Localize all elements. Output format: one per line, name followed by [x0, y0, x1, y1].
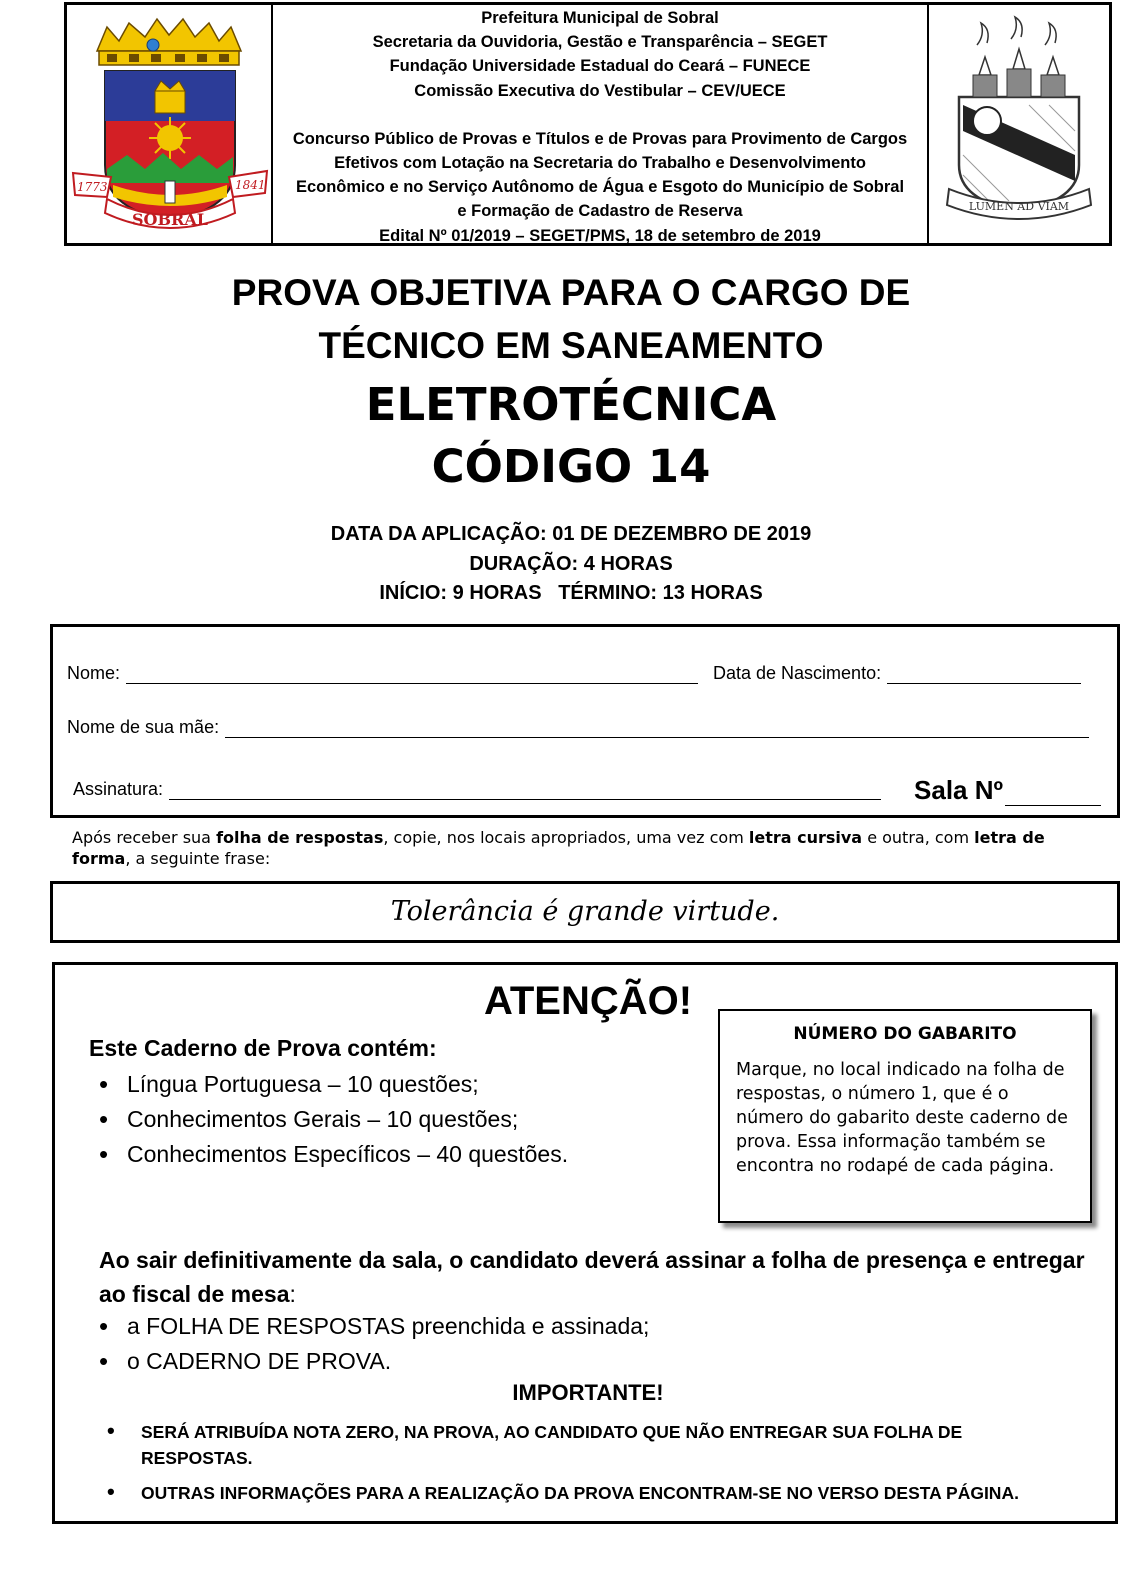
uece-emblem-logo — [929, 5, 1109, 243]
start-end-time: INÍCIO: 9 HORAS TÉRMINO: 13 HORAS — [379, 582, 763, 604]
mother-name-field[interactable] — [67, 717, 1089, 738]
list-item: • OUTRAS INFORMAÇÕES PARA A REALIZAÇÃO DA PROVA ENCONTRAM-SE NO VERSO DESTA PÁGINA. — [107, 1480, 1067, 1506]
application-date: DATA DA APLICAÇÃO: 01 DE DEZEMBRO DE 2019 — [330, 523, 812, 545]
birth-date-label: Data de Nascimento: — [713, 663, 882, 683]
leave-room-instructions: Ao sair definitivamente da sala, o candidato deverá assinar a folha de presença e entregar ao fiscal de mesa: — [99, 1247, 1085, 1307]
contest-line: Efetivos com Lotação na Secretaria do Trabalho e Desenvolvimento — [334, 154, 866, 173]
signature-label: Assinatura: — [73, 779, 164, 799]
deliver-items-list — [99, 1309, 649, 1379]
candidate-info-box — [50, 624, 1120, 818]
room-number-field[interactable] — [914, 775, 1101, 806]
birth-date-field[interactable] — [713, 663, 1081, 684]
sobral-coat-of-arms-logo — [67, 5, 273, 243]
copy-instructions: Após receber sua folha de respostas, copie, nos locais apropriados, uma vez com letra cursiva e outra, com letra de forma, a seguinte frase: — [72, 828, 1045, 868]
list-item: • a FOLHA DE RESPOSTAS preenchida e assinada; — [99, 1309, 649, 1344]
uece-emblem-cell — [929, 5, 1109, 243]
header-institutions — [273, 5, 929, 243]
list-item: • o CADERNO DE PROVA. — [99, 1344, 649, 1379]
attention-title: ATENÇÃO! — [483, 979, 693, 1023]
contest-line: Concurso Público de Provas e Títulos e de Provas para Provimento de Cargos — [292, 129, 908, 148]
list-item: • Conhecimentos Específicos – 40 questões. — [99, 1137, 568, 1172]
coat-city-name: SOBRAL — [132, 210, 208, 229]
gabarito-box — [718, 1009, 1092, 1223]
copy-phrase: Tolerância é grande virtude. — [390, 896, 780, 927]
contest-line: e Formação de Cadastro de Reserva — [457, 202, 743, 221]
important-list — [107, 1419, 1067, 1515]
phrase-box — [50, 881, 1120, 943]
exam-title-line-1: PROVA OBJETIVA PARA O CARGO DE — [231, 272, 911, 313]
exam-specialty: ELETROTÉCNICA — [365, 378, 777, 431]
header-line: Secretaria da Ouvidoria, Gestão e Transparência – SEGET — [372, 33, 828, 52]
sobral-coat-of-arms-cell — [67, 5, 273, 243]
name-line[interactable] — [126, 666, 698, 684]
edital-line: Edital Nº 01/2019 – SEGET/PMS, 18 de setembro de 2019 — [379, 226, 821, 245]
header-line: Fundação Universidade Estadual do Ceará – FUNECE — [389, 57, 811, 76]
attention-box — [52, 962, 1118, 1524]
header-line: Comissão Executiva do Vestibular – CEV/UECE — [414, 81, 786, 100]
header-table — [64, 2, 1112, 246]
list-item: • SERÁ ATRIBUÍDA NOTA ZERO, NA PROVA, AO CANDIDATO QUE NÃO ENTREGAR SUA FOLHA DE RESPOSTAS. — [107, 1419, 1067, 1471]
emblem-motto: LUMEN AD VIAM — [968, 200, 1070, 213]
room-number-line[interactable] — [1005, 782, 1101, 806]
birth-date-line[interactable] — [887, 666, 1081, 684]
mother-name-line[interactable] — [225, 720, 1089, 738]
name-label: Nome: — [67, 663, 121, 683]
contents-heading: Este Caderno de Prova contém: — [89, 1035, 437, 1061]
coat-year-right: 1841 — [235, 178, 266, 192]
exam-title-line-2: TÉCNICO EM SANEAMENTO — [318, 325, 824, 366]
room-number-label: Sala Nº — [914, 775, 1003, 805]
name-field[interactable] — [67, 663, 698, 684]
exam-code: CÓDIGO 14 — [431, 440, 711, 493]
signature-field[interactable] — [73, 779, 881, 800]
list-item: • Língua Portuguesa – 10 questões; — [99, 1067, 568, 1102]
contest-line: Econômico e no Serviço Autônomo de Água e Esgoto do Município de Sobral — [295, 178, 905, 197]
gabarito-title: NÚMERO DO GABARITO — [793, 1024, 1017, 1044]
important-title: IMPORTANTE! — [512, 1380, 664, 1405]
coat-year-left: 1773 — [77, 180, 108, 194]
sections-list — [99, 1067, 568, 1172]
gabarito-text: Marque, no local indicado na folha de respostas, o número 1, que é o número do gabarito deste caderno de prova. Essa informação também se encontra no rodapé de cada página. — [736, 1060, 1068, 1176]
header-line: Prefeitura Municipal de Sobral — [481, 9, 719, 27]
mother-name-label: Nome de sua mãe: — [67, 717, 220, 737]
duration: DURAÇÃO: 4 HORAS — [469, 552, 673, 575]
list-item: • Conhecimentos Gerais – 10 questões; — [99, 1102, 568, 1137]
exam-schedule — [0, 520, 1142, 609]
signature-line[interactable] — [169, 782, 881, 800]
